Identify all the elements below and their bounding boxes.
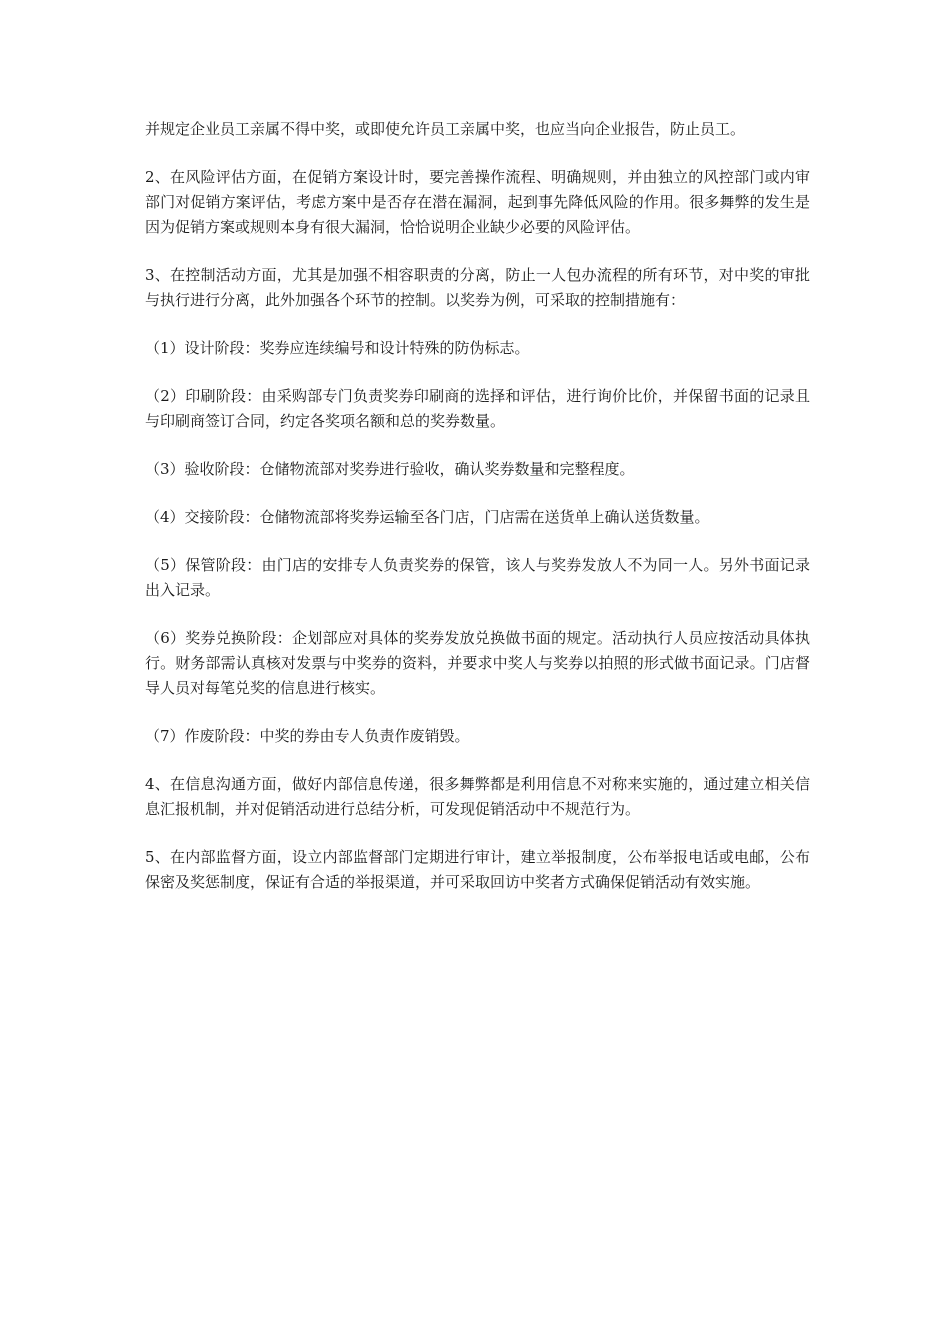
paragraph-continuation: 并规定企业员工亲属不得中奖，或即使允许员工亲属中奖，也应当向企业报告，防止员工。 [145,120,746,138]
paragraph-printing-stage: （2）印刷阶段：由采购部专门负责奖券印刷商的选择和评估，进行询价比价，并保留书面的记录且与印刷商签订合同，约定各奖项名额和总的奖券数量。 [145,387,810,430]
paragraph-custody-stage: （5）保管阶段：由门店的安排专人负责奖券的保管，该人与奖券发放人不为同一人。另外书面记录出入记录。 [145,556,810,599]
document-body [145,117,810,918]
paragraph-risk-assessment: 2、在风险评估方面，在促销方案设计时，要完善操作流程、明确规则，并由独立的风控部门或内审部门对促销方案评估，考虑方案中是否存在潜在漏洞，起到事先降低风险的作用。很多舞弊的发生是因为促销方案或规则本身有很大漏洞，恰恰说明企业缺少必要的风险评估。 [145,168,810,236]
paragraph-void-stage: （7）作废阶段：中奖的券由专人负责作废销毁。 [145,727,470,745]
paragraph-control-activities: 3、在控制活动方面，尤其是加强不相容职责的分离，防止一人包办流程的所有环节，对中奖的审批与执行进行分离，此外加强各个环节的控制。以奖券为例，可采取的控制措施有： [145,266,810,309]
paragraph-information-communication: 4、在信息沟通方面，做好内部信息传递，很多舞弊都是利用信息不对称来实施的，通过建立相关信息汇报机制，并对促销活动进行总结分析，可发现促销活动中不规范行为。 [145,775,810,818]
paragraph-acceptance-stage: （3）验收阶段：仓储物流部对奖券进行验收，确认奖券数量和完整程度。 [145,460,635,478]
paragraph-internal-supervision: 5、在内部监督方面，设立内部监督部门定期进行审计，建立举报制度，公布举报电话或电邮，公布保密及奖惩制度，保证有合适的举报渠道，并可采取回访中奖者方式确保促销活动有效实施。 [145,848,810,891]
paragraph-handover-stage: （4）交接阶段：仓储物流部将奖券运输至各门店，门店需在送货单上确认送货数量。 [145,508,710,526]
paragraph-redemption-stage: （6）奖券兑换阶段：企划部应对具体的奖券发放兑换做书面的规定。活动执行人员应按活动具体执行。财务部需认真核对发票与中奖券的资料，并要求中奖人与奖券以拍照的形式做书面记录。门店督导人员对每笔兑奖的信息进行核实。 [145,629,810,697]
paragraph-design-stage: （1）设计阶段：奖券应连续编号和设计特殊的防伪标志。 [145,339,530,357]
